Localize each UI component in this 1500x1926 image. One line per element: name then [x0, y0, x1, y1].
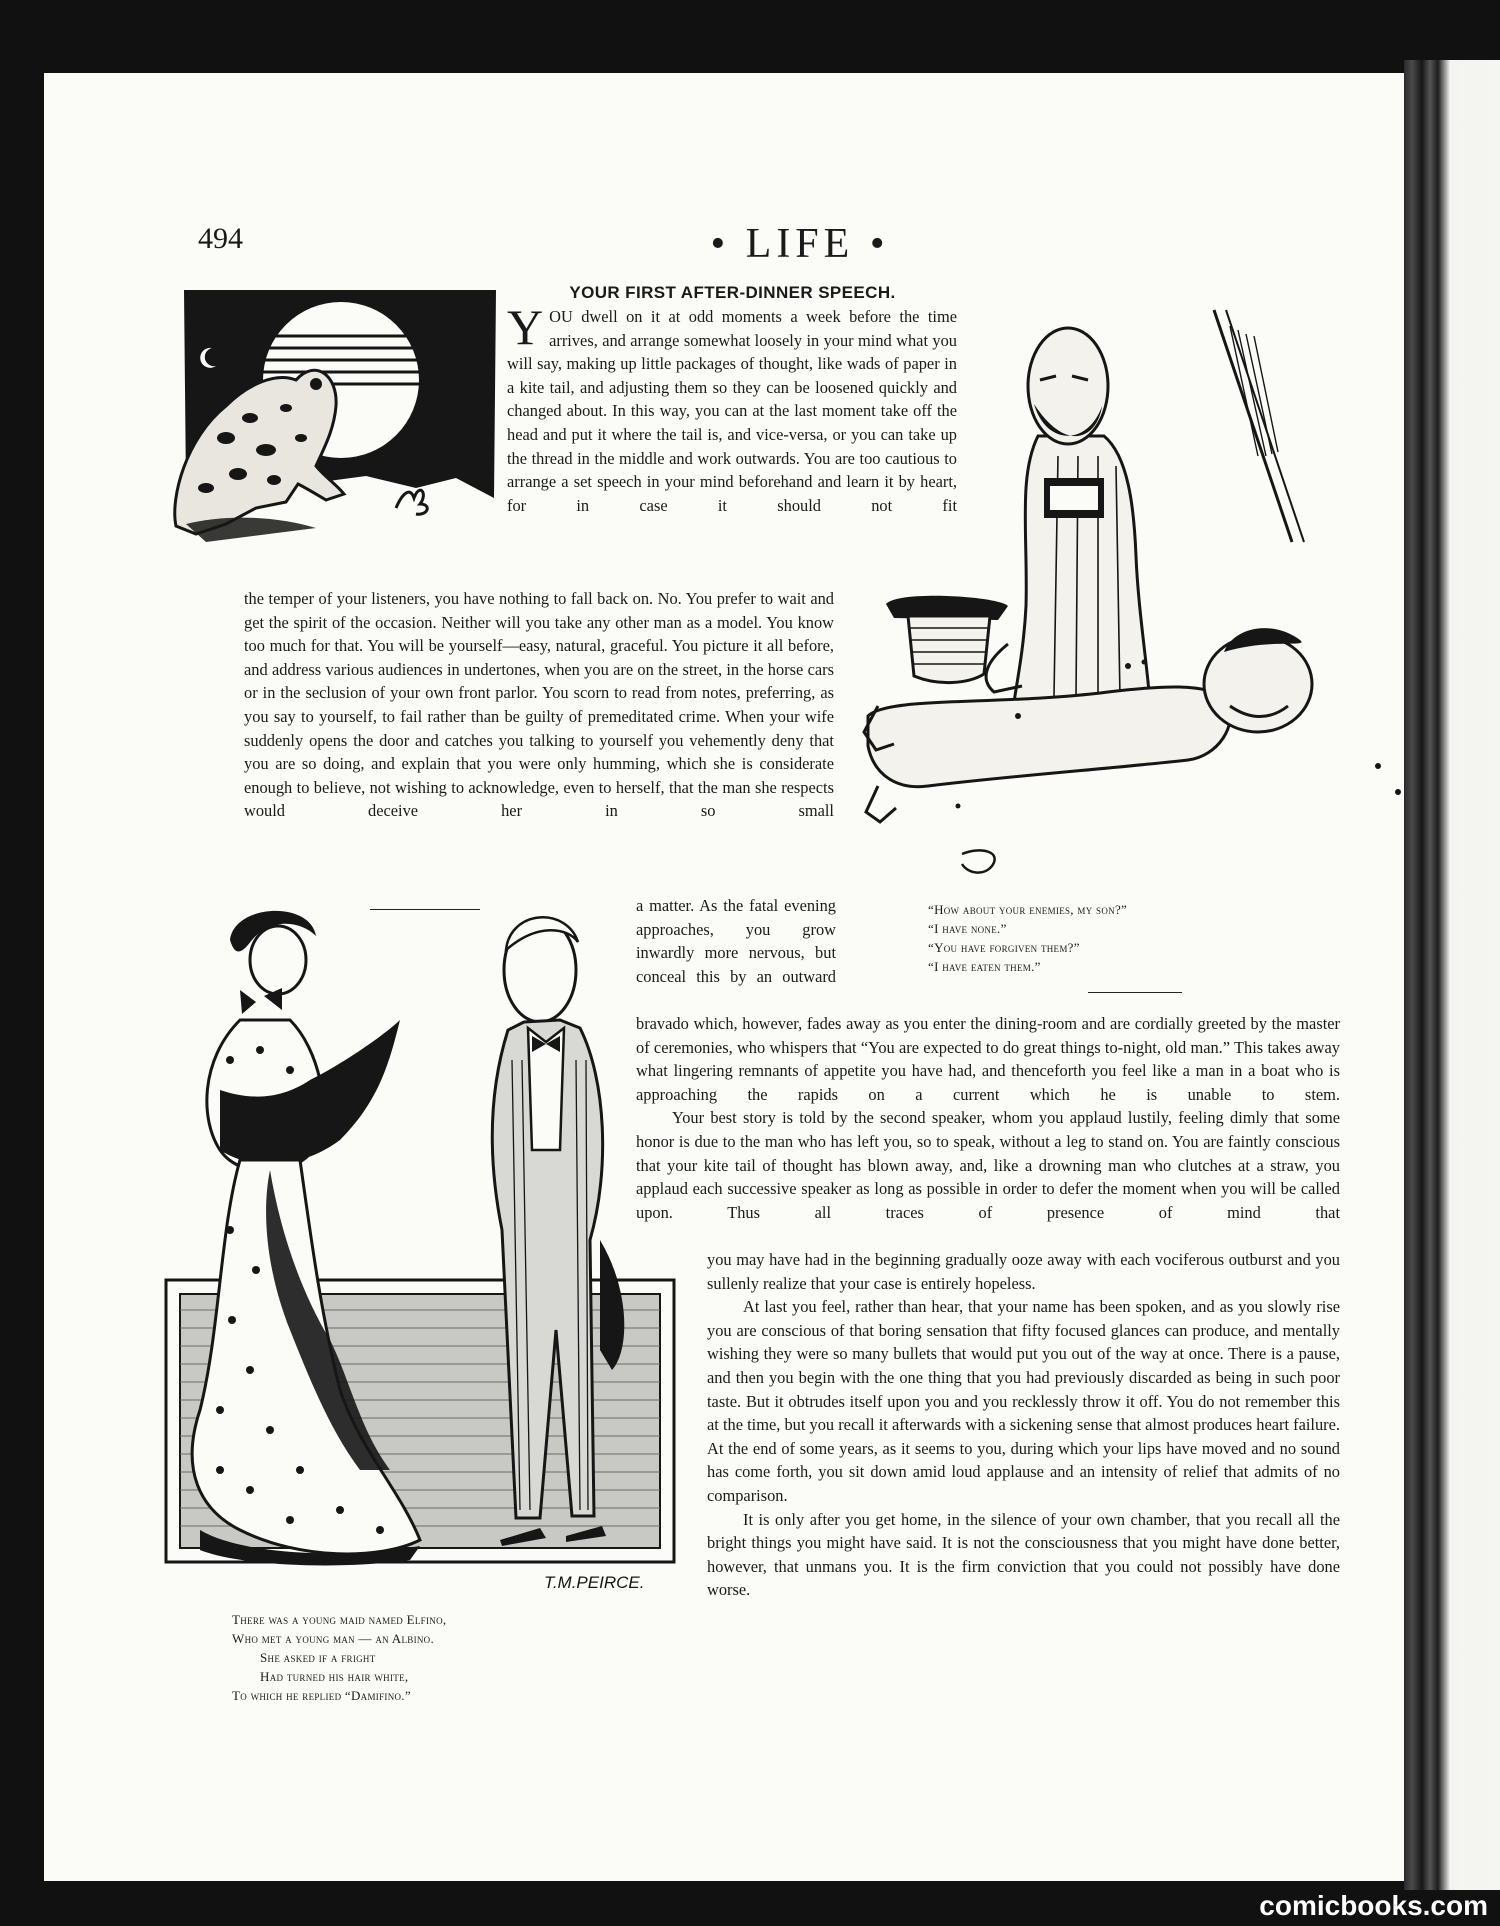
artist-signature: T.M.PEIRCE.: [544, 1573, 645, 1592]
enemies-cartoon-caption: [928, 900, 1328, 976]
caption-line: Who met a young man — an Albino.: [232, 1631, 435, 1646]
drop-cap: Y: [507, 299, 544, 355]
article-paragraph: bravado which, however, fades away as you enter the dining-room and are cordially greeted by the master of ceremonies, who whispers that “You are expected to do great things to-night, old man.” This takes away what lingering remnants of appetite you have had, and thenceforth you feel like a man in a boat who is approaching the rapids on a current which he is unable to stem.: [636, 1014, 1340, 1104]
albino-cartoon-caption: [232, 1610, 652, 1705]
article-title: YOUR FIRST AFTER-DINNER SPEECH.: [569, 283, 896, 302]
page-number: 494: [198, 222, 243, 255]
caption-line: To which he replied “Damifino.”: [232, 1688, 411, 1703]
article-text-block-3: [636, 894, 836, 1014]
frog-moon-illustration: [166, 288, 506, 550]
article-paragraph: the temper of your listeners, you have nothing to fall back on. No. You prefer to wait and get the spirit of the occasion. Neither will you take any other man as a model. You know too much for that. You will be yourself—easy, natural, graceful. You picture it all before, and address various audiences in undertones, when you are on the street, in the horse cars or in the seclusion of your own front parlor. You scorn to read from notes, preferring, as you say to yourself, to fail rather than be guilty of premeditated crime. When your wife suddenly opens the door and catches you talking to yourself you vehemently deny that you are so doing, and explain that you were only humming, which she is considerate enough to believe, not wishing to acknowledge, even to herself, that the man she respects would deceive her in so small: [244, 589, 834, 821]
article-paragraph: a matter. As the fatal evening approaches, you grow inwardly more nervous, but conceal this by an outward: [636, 896, 836, 986]
article-paragraph: you may have had in the beginning gradually ooze away with each vociferous outburst and you sullenly realize that your case is entirely hopeless.: [707, 1250, 1340, 1293]
article-paragraph: At last you feel, rather than hear, that your name has been spoken, and as you slowly rise you are conscious of that boring sensation that fifty focused glances can produce, and mentally wishing they were so many bullets that would put you out of the way at once. There is a pause, and then you begin with the one thing that you had previously discarded as being in such poor taste. But it obtrudes itself upon you and you recklessly throw it off. You do not remember this at the time, but you recall it afterwards with a sickening sense that almost produces heart failure. At the end of some years, as it seems to you, during which your lips have moved and no sound has come forth, you sit down amid loud applause and an intensity of relief that admits of no comparison.: [707, 1297, 1340, 1505]
missionary-cannibal-cartoon: [858, 306, 1418, 896]
caption-line: “I have none.”: [928, 921, 1007, 936]
article-paragraph: OU dwell on it at odd moments a week before the time arrives, and arrange somewhat loosely in your mind what you will say, making up little packages of thought, like wads of paper in a kite tail, and adjusting them so they can be loosened quickly and changed about. In this way, you can at the last moment take off the head and put it where the tail is, and vice-versa, or you can take up the thread in the middle and work outwards. You are too cautious to arrange a set speech in your mind beforehand and learn it by heart, for in case it should not fit: [507, 307, 957, 515]
masthead: • LIFE •: [710, 221, 890, 267]
article-text-block-2: [244, 587, 834, 897]
caption-line: “You have forgiven them?”: [928, 940, 1080, 955]
albino-cartoon: [160, 910, 680, 1600]
site-watermark: comicbooks.com: [1259, 1890, 1488, 1921]
caption-line: She asked if a fright: [260, 1650, 376, 1665]
caption-line: Had turned his hair white,: [260, 1669, 409, 1684]
book-spine-shadow: [1404, 60, 1500, 1890]
caption-divider: [1088, 992, 1182, 993]
article-text-block-4: [636, 1012, 1340, 1272]
article-paragraph: Your best story is told by the second speaker, whom you applaud lustily, feeling dimly that some honor is due to the man who has left you, so to speak, without a leg to stand on. You are faintly conscious that your kite tail of thought has blown away, and, like a drowning man who clutches at a straw, you applaud each successive speaker as long as possible in order to defer the moment when you will be called upon. Thus all traces of presence of mind that: [636, 1108, 1340, 1222]
article-paragraph: It is only after you get home, in the silence of your own chamber, that you recall all the bright things you might have said. It is not the consciousness that you might have done better, however, that unmans you. It is the firm conviction that you could not possibly have done worse.: [707, 1509, 1340, 1600]
caption-line: “I have eaten them.”: [928, 959, 1041, 974]
caption-line: “How about your enemies, my son?”: [928, 902, 1128, 917]
caption-line: There was a young maid named Elfino,: [232, 1612, 447, 1627]
article-text-block-5: [707, 1248, 1340, 1718]
